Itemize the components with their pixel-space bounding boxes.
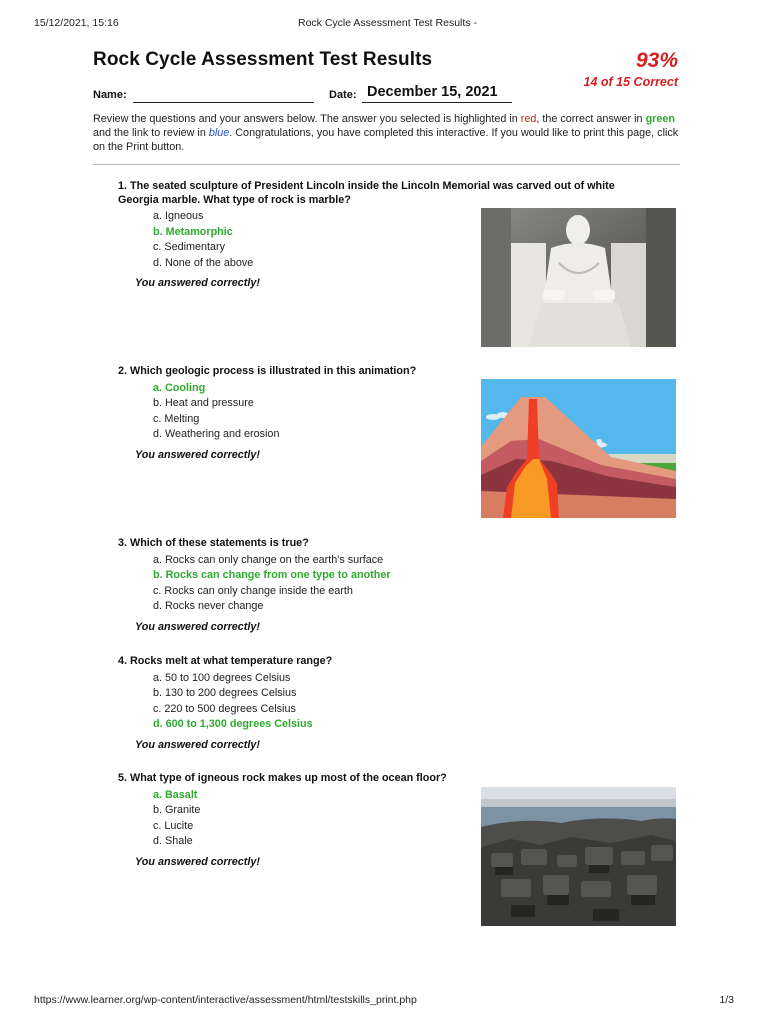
score-percent: 93% bbox=[635, 49, 678, 72]
feedback-text: You answered correctly! bbox=[135, 620, 261, 633]
question-text: 2. Which geologic process is illustrated in this animation? bbox=[118, 365, 417, 377]
answer-option: b. Granite bbox=[153, 804, 201, 816]
basalt-coastline-image bbox=[481, 787, 676, 926]
feedback-text: You answered correctly! bbox=[135, 277, 261, 289]
answer-option: d. Shale bbox=[153, 835, 193, 847]
score-summary: 14 of 15 Correct bbox=[583, 75, 678, 89]
question-text: 4. Rocks melt at what temperature range? bbox=[118, 655, 333, 667]
feedback-text: You answered correctly! bbox=[135, 855, 261, 868]
answer-option: b. 130 to 200 degrees Celsius bbox=[153, 687, 297, 699]
feedback-text: You answered correctly! bbox=[135, 448, 261, 461]
answer-option: d. Rocks never change bbox=[153, 600, 264, 612]
question-text: 5. What type of igneous rock makes up most of the ocean floor? bbox=[118, 772, 447, 784]
name-label: Name: bbox=[93, 89, 127, 101]
page-title: Rock Cycle Assessment Test Results bbox=[93, 49, 433, 70]
print-page-number: 1/3 bbox=[719, 994, 734, 1006]
answer-option-correct: d. 600 to 1,300 degrees Celsius bbox=[153, 718, 313, 730]
volcano-animation-image bbox=[481, 379, 676, 518]
answer-option-correct: a. Cooling bbox=[153, 381, 206, 394]
feedback-text: You answered correctly! bbox=[135, 738, 261, 751]
answer-list bbox=[153, 671, 658, 733]
answer-option: c. Lucite bbox=[153, 819, 194, 832]
question-text: 3. Which of these statements is true? bbox=[118, 537, 309, 549]
answer-option: c. 220 to 500 degrees Celsius bbox=[153, 702, 296, 715]
print-page-title: Rock Cycle Assessment Test Results - bbox=[298, 17, 477, 29]
question-4 bbox=[118, 655, 658, 751]
answer-option-correct: a. Basalt bbox=[153, 788, 198, 801]
header-divider bbox=[93, 164, 680, 165]
answer-option: a. 50 to 100 degrees Celsius bbox=[153, 671, 291, 684]
answer-option-correct: b. Rocks can change from one type to another bbox=[153, 569, 391, 581]
answer-option: d. None of the above bbox=[153, 256, 254, 269]
answer-option: c. Rocks can only change inside the earth bbox=[153, 584, 353, 597]
answer-option: d. Weathering and erosion bbox=[153, 428, 280, 440]
date-field-line bbox=[362, 102, 512, 103]
intro-blue-word: blue bbox=[208, 127, 230, 139]
print-url: https://www.learner.org/wp-content/interactive/assessment/html/testskills_print.php bbox=[34, 994, 417, 1006]
date-label: Date: bbox=[329, 89, 357, 101]
date-value: December 15, 2021 bbox=[367, 84, 498, 100]
answer-list bbox=[153, 553, 658, 615]
name-field-line bbox=[133, 102, 314, 103]
lincoln-statue-image bbox=[481, 208, 676, 347]
answer-option-correct: b. Metamorphic bbox=[153, 225, 233, 238]
intro-text: Review the questions and your answers below. The answer you selected is highlighted in red, the correct answer in green and the link to review in blue. Congratulations, you have completed this interactive. If you would like to print this page, click on the Print button. bbox=[93, 113, 679, 153]
answer-option: a. Rocks can only change on the earth's surface bbox=[153, 553, 384, 566]
answer-option: c. Sedimentary bbox=[153, 241, 226, 253]
intro-red-word: red bbox=[520, 113, 537, 125]
question-3 bbox=[118, 537, 658, 633]
answer-option: c. Melting bbox=[153, 412, 200, 425]
print-timestamp: 15/12/2021, 15:16 bbox=[34, 17, 119, 29]
intro-green-word: green bbox=[645, 113, 675, 125]
question-text: 1. The seated sculpture of President Lincoln inside the Lincoln Memorial was carved out of white Georgia marble. What type of rock is marble? bbox=[118, 180, 615, 206]
answer-option: a. Igneous bbox=[153, 210, 204, 222]
answer-option: b. Heat and pressure bbox=[153, 397, 254, 409]
